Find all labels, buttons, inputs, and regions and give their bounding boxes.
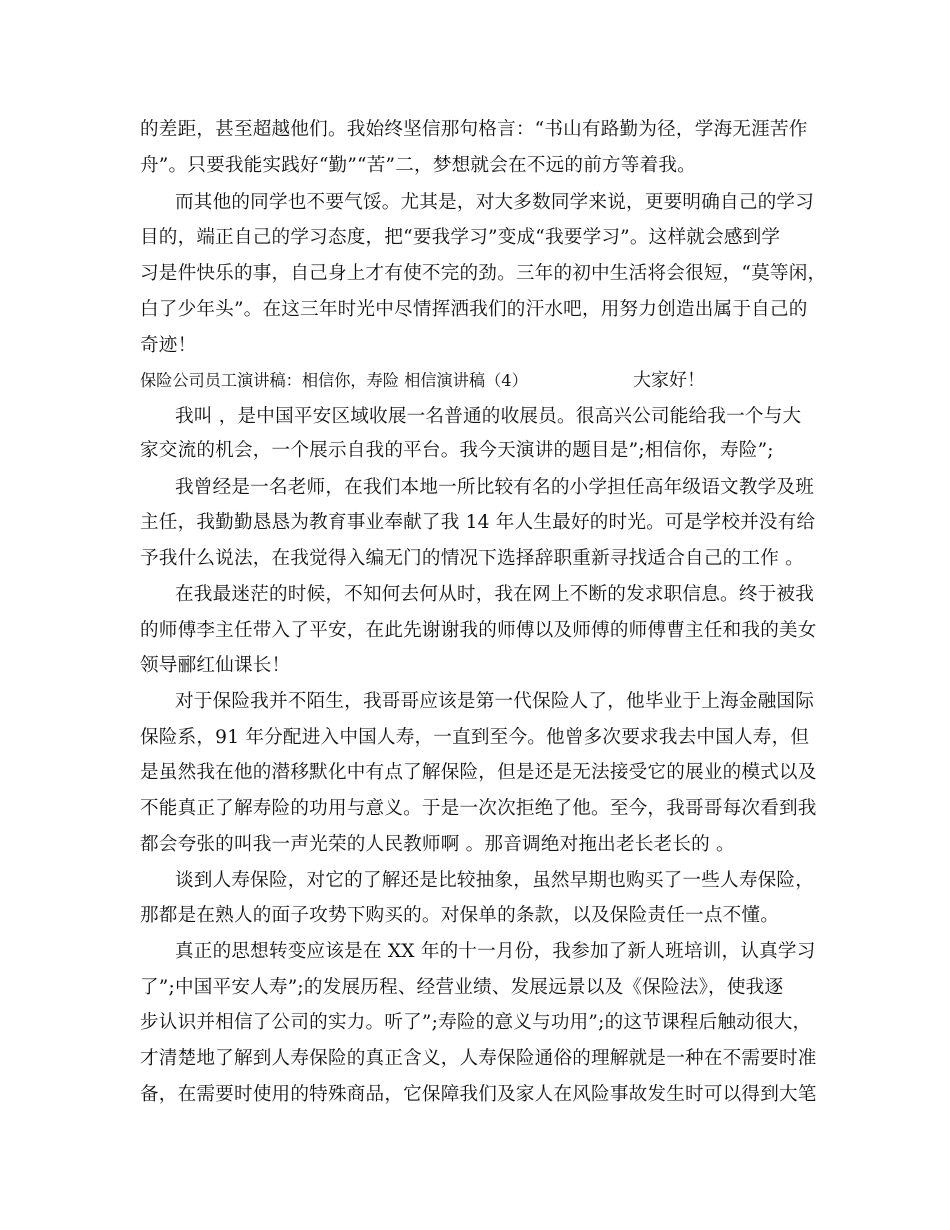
paragraph-line: 领导郦红仙课长！: [140, 655, 291, 676]
paragraph-line: 奇迹！: [140, 335, 197, 356]
paragraph-line: 目的，端正自己的学习态度，把“要我学习”变成“我要学习”。这样就会感到学: [140, 227, 781, 248]
paragraph-line: 都会夸张的叫我一声光荣的人民教师啊 。那音调绝对拖出老长老长的 。: [140, 834, 735, 855]
paragraph-line: 主任，我勤勤恳恳为教育事业奉献了我 14 年人生最好的时光。可是学校并没有给: [140, 512, 816, 533]
paragraph-line: 真正的思想转变应该是在 XX 年的十一月份，我参加了新人班培训，认真学习: [175, 941, 816, 962]
paragraph-line: 对于保险我并不陌生，我哥哥应该是第一代保险人了，他毕业于上海金融国际: [175, 691, 814, 712]
heading-title: 保险公司员工演讲稿：相信你，寿险 相信演讲稿（4）: [140, 371, 528, 390]
paragraph-line: 才清楚地了解到人寿保险的真正含义，人寿保险通俗的理解就是一种在不需要时准: [140, 1048, 817, 1069]
paragraph-line: 那都是在熟人的面子攻势下购买的。对保单的条款，以及保险责任一点不懂。: [140, 905, 779, 926]
paragraph-line: 的师傅李主任带入了平安，在此先谢谢我的师傅以及师傅的师傅曹主任和我的美女: [140, 620, 817, 641]
paragraph-line: 了”;中国平安人寿”;的发展历程、经营业绩、发展远景以及《保险法》，使我逐: [140, 977, 784, 998]
section-heading: [140, 369, 830, 393]
paragraph-line: 白了少年头”。在这三年时光中尽情挥洒我们的汗水吧，用努力创造出属于自己的: [140, 299, 808, 320]
paragraph-line: 谈到人寿保险，对它的了解还是比较抽象，虽然早期也购买了一些人寿保险，: [175, 870, 814, 891]
paragraph-line: 的差距，甚至超越他们。我始终坚信那句格言：“书山有路勤为径，学海无涯苦作: [140, 119, 808, 140]
paragraph-line: 而其他的同学也不要气馁。尤其是，对大多数同学来说，更要明确自己的学习: [175, 192, 814, 213]
paragraph-line: 步认识并相信了公司的实力。听了”;寿险的意义与功用”;的这节课程后触动很大，: [140, 1012, 812, 1033]
paragraph-line: 保险系，91 年分配进入中国人寿，一直到至今。他曾多次要求我去中国人寿，但: [140, 727, 810, 748]
heading-greeting: 大家好！: [633, 370, 705, 391]
paragraph-line: 予我什么说法，在我觉得入编无门的情况下选择辞职重新寻找适合自己的工作 。: [140, 548, 804, 569]
paragraph-line: 家交流的机会，一个展示自我的平台。我今天演讲的题目是”;相信你，寿险”;: [140, 440, 774, 461]
paragraph-line: 备，在需要时使用的特殊商品，它保障我们及家人在风险事故发生时可以得到大笔: [140, 1084, 817, 1105]
paragraph-line: 习是件快乐的事，自己身上才有使不完的劲。三年的初中生活将会很短，“莫等闲，: [140, 263, 827, 284]
paragraph-line: 是虽然我在他的潜移默化中有点了解保险，但是还是无法接受它的展业的模式以及: [140, 762, 817, 783]
paragraph-line: 不能真正了解寿险的功用与意义。于是一次次拒绝了他。至今，我哥哥每次看到我: [140, 798, 817, 819]
paragraph-line: 我叫 ，是中国平安区域收展一名普通的收展员。很高兴公司能给我一个与大: [175, 406, 802, 427]
paragraph-line: 我曾经是一名老师，在我们本地一所比较有名的小学担任高年级语文教学及班: [175, 477, 814, 498]
paragraph-line: 舟”。只要我能实践好“勤”“苦”二，梦想就会在不远的前方等着我。: [140, 155, 696, 176]
paragraph-line: 在我最迷茫的时候，不知何去何从时，我在网上不断的发求职信息。终于被我: [175, 584, 814, 605]
